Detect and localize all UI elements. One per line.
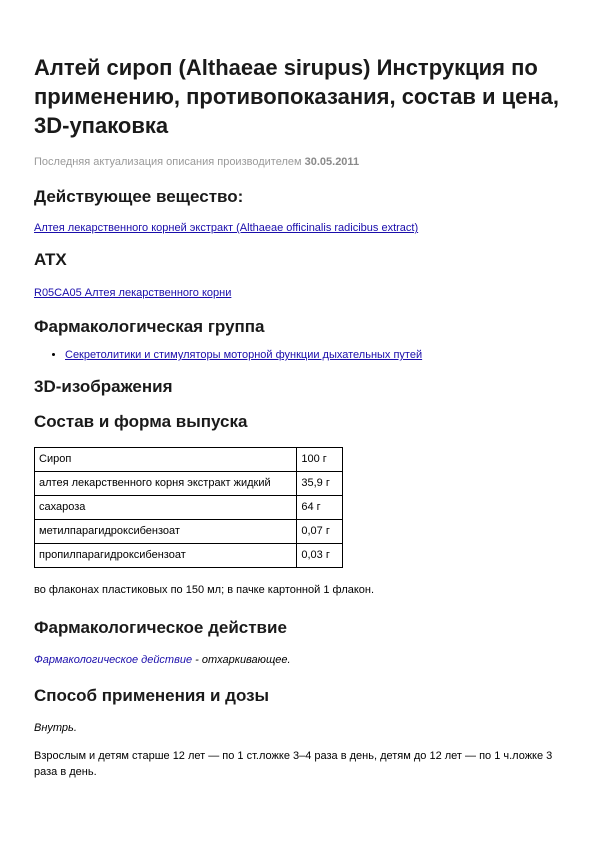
dosage-text: Взрослым и детям старше 12 лет — по 1 ст.ложке 3–4 раза в день, детям до 12 лет — по 1 ч.ложке 3 раза в день. bbox=[34, 750, 553, 778]
dosage-heading: Способ применения и дозы bbox=[34, 686, 270, 705]
pharm-group-list bbox=[34, 349, 561, 361]
pharm-group-link[interactable]: Секретолитики и стимуляторы моторной функции дыхательных путей bbox=[65, 349, 423, 361]
pharm-action-link[interactable]: Фармакологическое действие bbox=[34, 654, 193, 666]
page-title: Алтей сироп (Althaeae sirupus) Инструкция по применению, противопоказания, состав и цена, 3D-упаковка bbox=[34, 55, 559, 138]
3d-images-heading: 3D-изображения bbox=[34, 377, 173, 396]
table-cell-name: алтея лекарственного корня экстракт жидкий bbox=[35, 472, 297, 496]
last-updated-label: Последняя актуализация описания производителем bbox=[34, 156, 302, 168]
table-cell-name: метилпарагидроксибензоат bbox=[35, 520, 297, 544]
last-updated-date: 30.05.2011 bbox=[304, 156, 360, 168]
table-cell-amount: 0,07 г bbox=[297, 520, 343, 544]
table-cell-name: Сироп bbox=[35, 448, 297, 472]
list-item bbox=[65, 349, 561, 361]
pharm-action-text: - отхаркивающее. bbox=[192, 654, 291, 666]
table-row bbox=[35, 496, 343, 520]
active-substance-link[interactable]: Алтея лекарственного корней экстракт (Althaeae officinalis radicibus extract) bbox=[34, 222, 419, 234]
table-cell-amount: 64 г bbox=[297, 496, 343, 520]
table-row bbox=[35, 544, 343, 568]
table-cell-amount: 100 г bbox=[297, 448, 343, 472]
pharm-action-paragraph bbox=[34, 654, 561, 666]
last-updated bbox=[34, 156, 561, 168]
atx-heading: ATX bbox=[34, 250, 67, 269]
table-cell-name: пропилпарагидроксибензоат bbox=[35, 544, 297, 568]
table-row bbox=[35, 448, 343, 472]
dosage-route: Внутрь. bbox=[34, 722, 77, 734]
table-row bbox=[35, 472, 343, 496]
table-row bbox=[35, 520, 343, 544]
table-cell-name: сахароза bbox=[35, 496, 297, 520]
active-substance-heading: Действующее вещество: bbox=[34, 187, 244, 206]
table-cell-amount: 0,03 г bbox=[297, 544, 343, 568]
packaging-text: во флаконах пластиковых по 150 мл; в пачке картонной 1 флакон. bbox=[34, 584, 375, 596]
table-cell-amount: 35,9 г bbox=[297, 472, 343, 496]
composition-heading: Состав и форма выпуска bbox=[34, 412, 248, 431]
pharm-group-heading: Фармакологическая группа bbox=[34, 317, 265, 336]
pharm-action-heading: Фармакологическое действие bbox=[34, 618, 287, 637]
composition-table bbox=[34, 447, 343, 568]
atx-link[interactable]: R05CA05 Алтея лекарственного корни bbox=[34, 287, 232, 299]
